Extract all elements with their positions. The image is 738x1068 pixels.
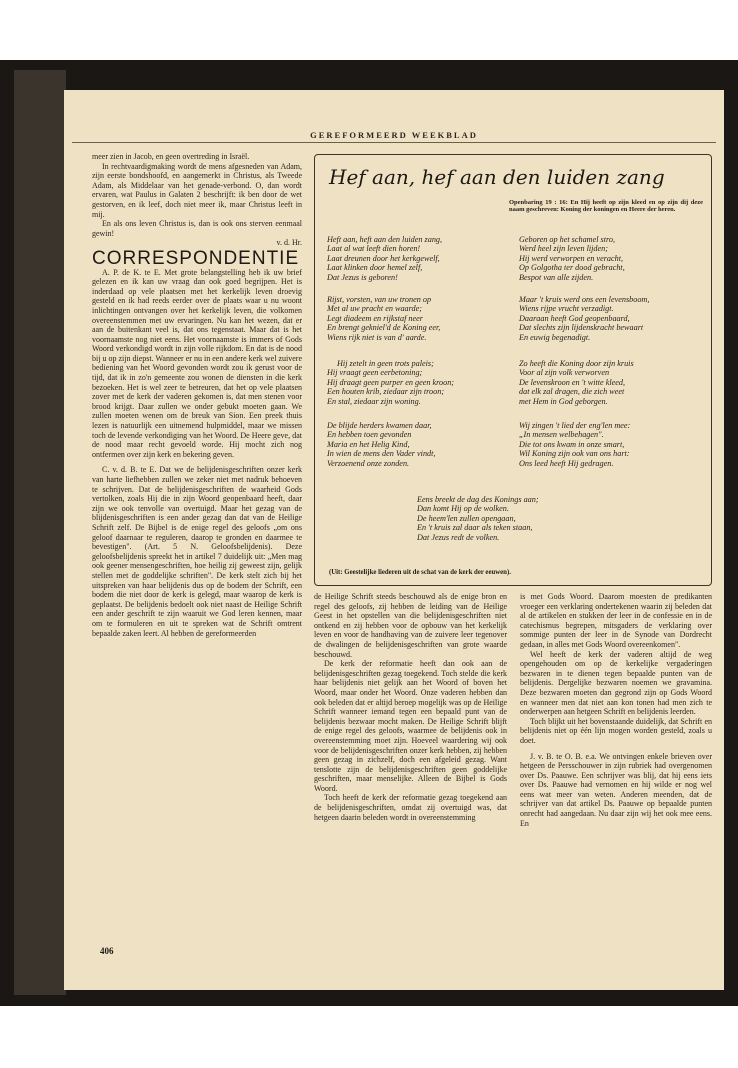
poem-stanza-left-1: Heft aan, heft aan den luiden zang, Laat al wat leeft dien horen! Laat dreunen door het kerkgewelf, Laat klinken door hemel zelf, Dat Jezus is geboren! [327,235,443,282]
author-signature: v. d. Hr. [276,238,302,248]
column-middle [314,592,507,952]
letter-reply-1: A. P. de K. te E. Met grote belangstelling heb ik uw brief gelezen en ik kan uw vraag dan ook goed begrijpen. Het is inderdaad op vele plaatsen met het kerkelijk leven droevig gesteld en ik had reeds eerder over de plaats waar u nu woont inlichtingen ontvangen over het kerkelijk leven, die volkomen overeenstemmen met uw ervaringen. Nu kan het wezen, dat er aan de buitenkant veel is, dat ons tegenstaat. Maar dat is het voornaamste nog niet eens. Het voornaamste is immers of Gods Woord verkondigd wordt in zijn volle rijkdom. En dat is de nood bij u op zijn diepst. Wanneer er nu in een andere kerk wel zuivere bediening van het Woord gevonden wordt zou ik gerust voor de tijd, dat ik in zo'n gemeente zou wonen de diensten in die kerk bezoeken. Het is wel zeer te betreuren, dat het op vele plaatsen zover met de kerk der vaderen gekomen is, dat men stenen voor brood krijgt. Daar zullen we onder gebukt moeten gaan. We zullen moeten wenen om de breuk van Sion. Een preek thuis lezen is natuurlijk een uitnemend hulpmiddel, maar we missen toch de levende verkondiging van het Woord. De Heere geve, dat de nood maar recht gevoeld worde. Hij mocht zich nog ontfermen over zijn kerk en bekering geven. [92,267,302,459]
right-paragraph-3: Toch blijkt uit het bovenstaande duidelijk, dat Schrift en belijdenis niet op één lijn mogen worden gesteld, zoals u doet. [520,716,712,745]
middle-paragraph-3: Toch heeft de kerk der reformatie gezag toegekend aan de belijdenisgeschriften, omdat zij overtuigd was, dat hetgeen daarin beleden wordt in overeenstemming [314,793,507,822]
section-title: CORRESPONDENTIE [92,247,300,269]
intro-paragraph-1: meer zien in Jacob, en geen overtreding in Israël. [92,152,250,161]
poem-stanza-right-3: Zo heeft die Koning door zijn kruis Voor al zijn volk verworven De levenskroon en 't witte kleed, dat elk zal dragen, die zich weet met Hem in God geborgen. [519,359,634,406]
poem-reference: Openbaring 19 : 16: En Hij heeft op zijn kleed en op zijn dij deze naam geschreven: Koning der koningen en Heere der heren. [509,199,703,214]
letter-reply-3: J. v. B. te O. B. e.a. We ontvingen enkele brieven over hetgeen de Persschouwer in zijn rubriek had overgenomen over Ds. Paauwe. Een schrijver was blij, dat hij eens iets over Ds. Paauwe had vernomen en hij wilde er nog wel eens wat meer van weten. Anderen meenden, dat de schrijver van dat artikel Ds. Paauwe op bepaalde punten onrecht had aangedaan. Nu daar zijn wij het ook mee eens. En [520,751,712,828]
column-right [520,592,712,952]
right-paragraph-2: Wel heeft de kerk der vaderen altijd de weg opengehouden om op de kerkelijke vergaderingen bezwaren in te dienen tegen bepaalde punten van de belijdenis. Dergelijke bezwaren noemen we gravamina. Deze bezwaren moeten dan gegrond zijn op Gods Woord en wanneer men dat niet aan kon tonen had men zich te onderwerpen aan hetgeen Schrift en belijdenis leerden. [520,649,712,717]
poem-stanza-right-2: Maar 't kruis werd ons een levensboom, Wiens rijpe vrucht verzadigt. Daaraan heeft God geopenbaard, Dat slechts zijn lijdenskracht bewaart En euwig begenadigt. [519,295,650,342]
intro-paragraph-3: En als ons leven Christus is, dan is ook ons sterven eenmaal gewin! [92,219,302,238]
page-number: 406 [100,946,114,956]
poem-stanza-left-2: Rijst, vorsten, van uw tronen op Met al uw pracht en waarde; Legt diadeem en rijkstaf neer En brengt gekniel'd de Koning eer, Wiens rijk niet is van d' aarde. [327,295,441,342]
middle-paragraph-2: De kerk der reformatie heeft dan ook aan de belijdenisgeschriften gezag toegekend. Toch stelde die kerk haar belijdenis niet gelijk aan het Woord of boven het Woord, maar onder het Woord. Onze vaderen hebben dan ook beleden dat er altijd beroep mogelijk was op de Heilige Schrift wanneer iemand tegen een bepaald punt van de belijdenis bezwaar mocht maken. De Heilige Schrift blijft de enige regel des geloofs, waarmee de belijdenis ook in overeenstemming moet zijn. Hoeveel waardering wij ook voor de belijdenisgeschriften onzer kerk hebben, zij hebben geen gezag in zichzelf, doch een afgeleid gezag. Want tenslotte zijn de belijdenisgeschriften geen goddelijke geschriften, maar menselijke. Alleen de Bijbel is Gods Woord. [314,659,507,793]
magazine-page [64,90,724,990]
poem-stanza-left-4: De blijde herders kwamen daar, En hebben toen gevonden Maria en het Helig Kind, In wien de mens den Vader vindt, Verzoenend onze zonden. [327,421,436,468]
column-left [92,152,302,942]
poem-stanza-right-1: Geboren op het schamel stro, Werd heel zijn leven lijden; Hij werd verworpen en veracht, Op Golgotha ter dood gebracht, Bespot van alle zijden. [519,235,625,282]
poem-source: (Uit: Geestelijke liederen uit de schat van de kerk der eeuwen). [329,569,511,576]
poem-title: Hef aan, hef aan den luiden zang [329,165,665,189]
letter-reply-2: C. v. d. B. te E. Dat we de belijdenisgeschriften onzer kerk van harte liefhebben zullen we zeker niet met nadruk behoeven te schrijven. Dat de belijdenisgeschriften de waarheid Gods vertolken, zoals Hij die in zijn Woord geopenbaard heeft, daar zijn we ook tenvolle van overtuigd. Maar het gezag van de blijdenisgeschriften is een ander gezag dan dat van de Heilige Schrift zelf. De Bijbel is de enige regel des geloofs „om ons geloof daarnaar te reguleren, daarop te gronden en daarmee te bevestigen". (Art. 5 N. Geloofsbelijdenis). Deze geloofsbelijdenis spreekt het in artikel 7 duidelijk uit: „Men mag ook geener mensengeschriften, hoe heilig zij geweest zijn, gelijk stellen met de goddelijke schriften". De kerk stelt zich bij het uitspreken van haar belijdenis dus op de bodem der Schrift, een bodem die niet door de kerk is gelegd, maar waarop de kerk is geplaatst. De belijdenis bedoelt ook niet naast de Heilige Schrift een ander geschrift te zijn waaruit we God leren kennen, maar om te formuleren en uit te spreken wat de Schrift omtrent bepaalde zaken leert. Al hebben de gereformeerden [92,465,302,638]
scan-edge [14,70,66,995]
poem-stanza-left-3: Hij zetelt in geen trots paleis; Hij vraagt geen eerbetoning; Hij draagt geen purper en geen kroon; Een houten krib, ziedaar zijn troon; En stal, ziedaar zijn woning. [327,359,455,406]
header-rule [72,142,716,143]
intro-paragraph-2: In rechtvaardigmaking wordt de mens afgesneden van Adam, zijn eerste bondshoofd, en aangemerkt in Christus, als Tweede Adam, als Middelaar van het genade-verbond. O, dan wordt ervaren, wat Paulus in Galaten 2 beschrijft: ik ben door de wet gestorven, en ik leef, doch niet meer ik, maar Christus leeft in mij. [92,161,302,219]
middle-paragraph-1: de Heilige Schrift steeds beschouwd als de enige bron en regel des geloofs, zij hebben de leiding van de Heilige Geest in het opstellen van die belijdenisgeschriften niet ontkend en zij hebben voor de opbouw van het kerkelijk leven en voor de handhaving van de zuivere leer tegenover de dwalingen de belijdenisgeschriften van grote waarde beschouwd. [314,592,507,659]
poem-stanza-right-4: Wij zingen 't lied der eng'len mee: „In mensen welbehagen". Die tot ons kwam in onze smart, Wil Koning zijn ook van ons hart: Ons leed heeft Hij gedragen. [519,421,631,468]
poem-stanza-final: Eens breekt de dag des Konings aan; Dan komt Hij op de wolken. De heem'len zullen opengaan, En 't kruis zal daar als teken staan, Dat Jezus redt de volken. [417,495,539,542]
running-header: GEREFORMEERD WEEKBLAD [310,130,478,140]
poem-box [314,154,712,586]
right-paragraph-1: is met Gods Woord. Daarom moesten de predikanten vroeger een verklaring ondertekenen waarin zij beleden dat al de artikelen en stukken der leer in de confessie en in de catechismus begrepen, mitsgaders de verklaring over sommige punten der leer in de Synode van Dordrecht gedaan, in alles met Gods Woord overeenkomen". [520,592,712,649]
